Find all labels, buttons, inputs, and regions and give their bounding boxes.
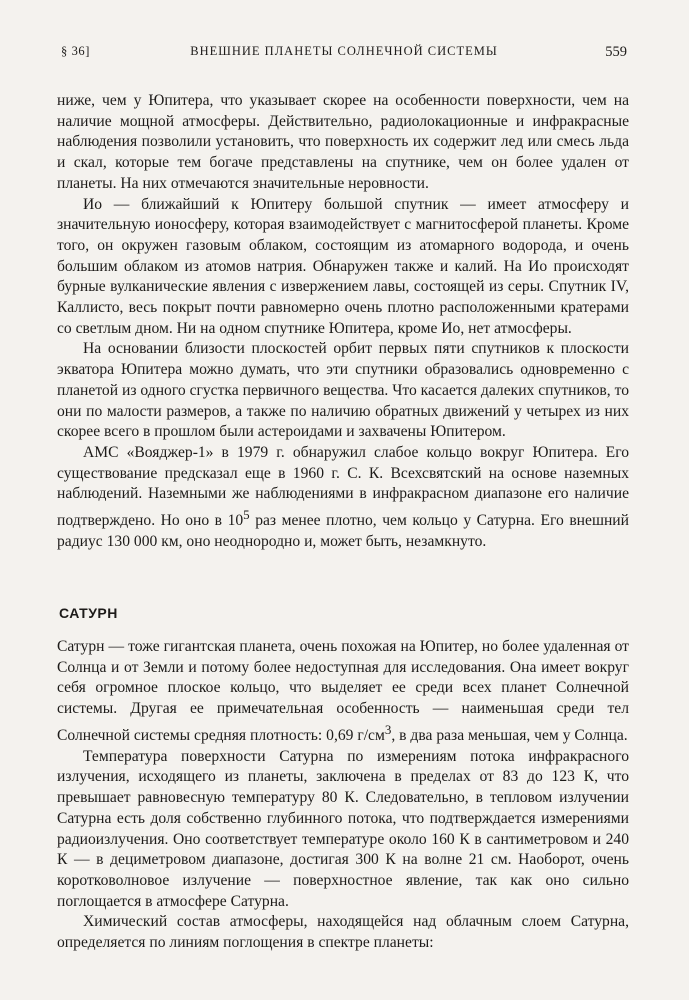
- paragraph-continuation: ниже, чем у Юпитера, что указывает скорее на особенности поверхности, чем на наличие мощной атмосферы. Действительно, радиолокационные и инфракрасные наблюдения позволили установить, что поверхность их содержит лед или смесь льда и скал, которые тем богаче представлены на спутнике, чем он более удален от планеты. На них отмечаются значительные неровности.: [57, 92, 629, 192]
- section-heading-saturn: САТУРН: [59, 605, 118, 621]
- paragraph-io: Ио — ближайший к Юпитеру большой спутник — имеет атмосферу и значительную ионосферу, которая взаимодействует с магнитосферой планеты. Кроме того, он окружен газовым облаком, состоящим из атомарного водорода, и очень большим облаком из атомов натрия. Обнаружен также и калий. На Ио происходят бурные вулканические явления с извержением лавы, состоящей из серы. Спутник IV, Каллисто, весь покрыт почти равномерно очень плотно расположенными кратерами со светлым дном. Ни на одном спутнике Юпитера, кроме Ио, нет атмосферы.: [57, 195, 629, 337]
- body-text-lower: [57, 637, 629, 954]
- page-number: 559: [605, 44, 627, 60]
- paragraph-composition: Химический состав атмосферы, находящейся над облачным слоем Сатурна, определяется по линиям поглощения в спектре планеты:: [57, 913, 629, 952]
- running-title: ВНЕШНИЕ ПЛАНЕТЫ СОЛНЕЧНОЙ СИСТЕМЫ: [190, 44, 498, 58]
- paragraph-voyager: АМС «Вояджер-1» в 1979 г. обнаружил слабое кольцо вокруг Юпитера. Его существование предсказал еще в 1960 г. С. К. Всехсвятский на основе наземных наблюдений. Наземными же наблюдениями в инфракрасном диапазоне его наличие подтверждено. Но оно в $10^5$ раз менее плотно, чем кольцо у Сатурна. Его внешний радиус 130 000 км, оно неоднородно и, может быть, незамкнуто.: [57, 443, 629, 550]
- paragraph-orbits: На основании близости плоскостей орбит первых пяти спутников к плоскости экватора Юпитера можно думать, что эти спутники образовались одновременно с планетой из одного сгустка первичного вещества. Что касается далеких спутников, то они по малости размеров, а также по наличию обратных движений у четырех из них скорее всего в прошлом были астероидами и захвачены Юпитером.: [57, 340, 629, 441]
- section-reference: § 36]: [61, 44, 91, 58]
- paragraph-temperature: Температура поверхности Сатурна по измерениям потока инфракрасного излучения, исходящего из планеты, заключена в пределах от 83 до 123 К, что превышает равновесную температуру 80 К. Следовательно, в тепловом излучении Сатурна есть доля собственно глубинного потока, что подтверждается измерениями радиоизлучения. Оно соответствует температуре около 160 К в сантиметровом и 240 К — в дециметровом диапазоне, достигая 300 К на волне 21 см. Наоборот, очень коротковолновое излучение — поверхностное явление, так как оно сильно поглощается в атмосфере Сатурна.: [57, 747, 629, 910]
- exponent: 5: [243, 507, 250, 523]
- exponent: 3: [384, 721, 392, 737]
- running-header: [61, 44, 627, 66]
- body-text-upper: [57, 91, 629, 553]
- paragraph-saturn-intro: Сатурн — тоже гигантская планета, очень похожая на Юпитер, но более удаленная от Солнца и от Земли и потому более недоступная для исследования. Она имеет вокруг себя огромное плоское кольцо, что выделяет ее среди всех планет Солнечной системы. Другая ее примечательная особенность — наименьшая среди тел Солнечной системы средняя плотность: 0,69 $г/см^3$, в два раза меньшая, чем у Солнца.: [57, 638, 629, 744]
